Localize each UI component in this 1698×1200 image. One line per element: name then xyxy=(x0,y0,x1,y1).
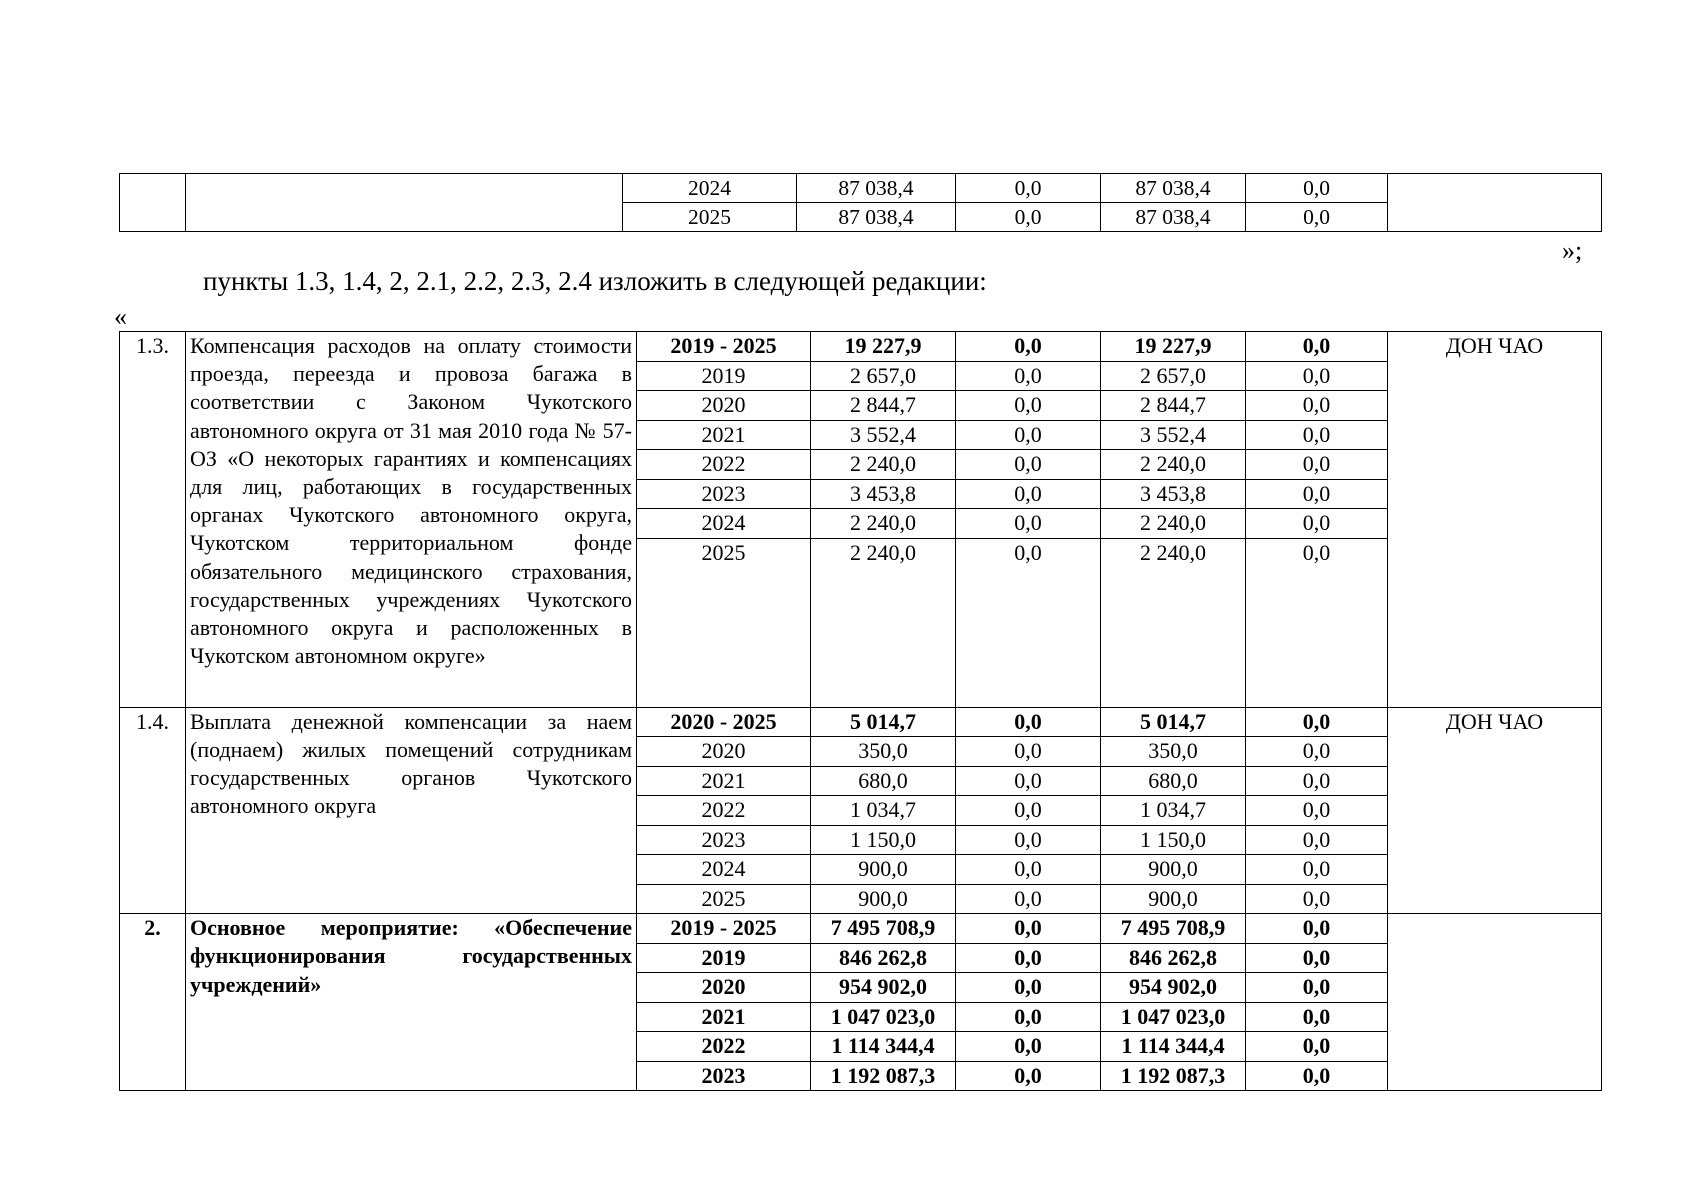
total-cell: 954 902,0 xyxy=(811,973,956,1003)
regional-budget-cell: 3 552,4 xyxy=(1101,420,1246,450)
total-cell: 1 034,7 xyxy=(811,796,956,826)
item-number: 2. xyxy=(120,914,186,1091)
regional-budget-cell: 19 227,9 xyxy=(1101,332,1246,362)
total-cell: 5 014,7 xyxy=(811,707,956,737)
year-cell: 2024 xyxy=(637,855,811,885)
regional-budget-cell: 87 038,4 xyxy=(1101,203,1246,232)
year-cell: 2025 xyxy=(637,538,811,707)
table-row xyxy=(120,332,1602,362)
federal-budget-cell: 0,0 xyxy=(956,203,1101,232)
regional-budget-cell: 5 014,7 xyxy=(1101,707,1246,737)
other-sources-cell: 0,0 xyxy=(1246,391,1388,421)
federal-budget-cell: 0,0 xyxy=(956,914,1101,944)
federal-budget-cell: 0,0 xyxy=(956,855,1101,885)
total-cell: 2 240,0 xyxy=(811,538,956,707)
year-cell: 2023 xyxy=(637,1061,811,1091)
year-cell: 2021 xyxy=(637,1002,811,1032)
other-sources-cell: 0,0 xyxy=(1246,914,1388,944)
year-cell: 2019 - 2025 xyxy=(637,332,811,362)
year-cell: 2025 xyxy=(637,884,811,914)
other-sources-cell: 0,0 xyxy=(1246,796,1388,826)
other-sources-cell: 0,0 xyxy=(1246,538,1388,707)
total-cell: 1 114 344,4 xyxy=(811,1032,956,1062)
total-cell: 87 038,4 xyxy=(797,203,956,232)
total-cell: 87 038,4 xyxy=(797,174,956,203)
year-cell: 2020 xyxy=(637,973,811,1003)
item-number: 1.4. xyxy=(120,707,186,914)
regional-budget-cell: 2 240,0 xyxy=(1101,509,1246,539)
total-cell: 1 150,0 xyxy=(811,825,956,855)
total-cell: 1 192 087,3 xyxy=(811,1061,956,1091)
other-sources-cell: 0,0 xyxy=(1246,1061,1388,1091)
year-cell: 2022 xyxy=(637,1032,811,1062)
total-cell: 2 240,0 xyxy=(811,450,956,480)
federal-budget-cell: 0,0 xyxy=(956,766,1101,796)
regional-budget-cell: 2 240,0 xyxy=(1101,538,1246,707)
opening-quote: « xyxy=(114,302,127,331)
federal-budget-cell: 0,0 xyxy=(956,973,1101,1003)
total-cell: 2 657,0 xyxy=(811,361,956,391)
year-cell: 2024 xyxy=(637,509,811,539)
other-sources-cell: 0,0 xyxy=(1246,420,1388,450)
other-sources-cell: 0,0 xyxy=(1246,1002,1388,1032)
other-sources-cell: 0,0 xyxy=(1246,707,1388,737)
year-cell: 2021 xyxy=(637,766,811,796)
year-cell: 2019 xyxy=(637,943,811,973)
regional-budget-cell: 2 844,7 xyxy=(1101,391,1246,421)
other-sources-cell: 0,0 xyxy=(1246,943,1388,973)
regional-budget-cell: 1 114 344,4 xyxy=(1101,1032,1246,1062)
closing-quote: »; xyxy=(1562,236,1583,265)
regional-budget-cell: 900,0 xyxy=(1101,855,1246,885)
other-sources-cell: 0,0 xyxy=(1246,1032,1388,1062)
table-row xyxy=(120,174,1602,203)
federal-budget-cell: 0,0 xyxy=(956,538,1101,707)
regional-budget-cell: 2 240,0 xyxy=(1101,450,1246,480)
total-cell: 846 262,8 xyxy=(811,943,956,973)
other-sources-cell: 0,0 xyxy=(1246,973,1388,1003)
federal-budget-cell: 0,0 xyxy=(956,796,1101,826)
other-sources-cell: 0,0 xyxy=(1246,450,1388,480)
year-cell: 2019 xyxy=(637,361,811,391)
other-sources-cell: 0,0 xyxy=(1246,737,1388,767)
total-cell: 900,0 xyxy=(811,855,956,885)
other-sources-cell: 0,0 xyxy=(1246,479,1388,509)
total-cell: 7 495 708,9 xyxy=(811,914,956,944)
year-cell: 2020 xyxy=(637,737,811,767)
regional-budget-cell: 350,0 xyxy=(1101,737,1246,767)
regional-budget-cell: 87 038,4 xyxy=(1101,174,1246,203)
federal-budget-cell: 0,0 xyxy=(956,361,1101,391)
executor-cell: ДОН ЧАО xyxy=(1388,707,1602,914)
federal-budget-cell: 0,0 xyxy=(956,943,1101,973)
federal-budget-cell: 0,0 xyxy=(956,332,1101,362)
year-cell: 2019 - 2025 xyxy=(637,914,811,944)
year-cell: 2020 xyxy=(637,391,811,421)
regional-budget-cell: 1 150,0 xyxy=(1101,825,1246,855)
federal-budget-cell: 0,0 xyxy=(956,825,1101,855)
other-sources-cell: 0,0 xyxy=(1246,825,1388,855)
federal-budget-cell: 0,0 xyxy=(956,391,1101,421)
regional-budget-cell: 1 192 087,3 xyxy=(1101,1061,1246,1091)
year-cell: 2025 xyxy=(623,203,797,232)
other-sources-cell: 0,0 xyxy=(1246,203,1388,232)
year-cell: 2022 xyxy=(637,450,811,480)
regional-budget-cell: 7 495 708,9 xyxy=(1101,914,1246,944)
regional-budget-cell: 680,0 xyxy=(1101,766,1246,796)
federal-budget-cell: 0,0 xyxy=(956,174,1101,203)
item-number: 1.3. xyxy=(120,332,186,708)
total-cell: 1 047 023,0 xyxy=(811,1002,956,1032)
executor-cell: ДОН ЧАО xyxy=(1388,332,1602,708)
other-sources-cell: 0,0 xyxy=(1246,509,1388,539)
other-sources-cell: 0,0 xyxy=(1246,174,1388,203)
regional-budget-cell: 900,0 xyxy=(1101,884,1246,914)
table-row xyxy=(120,707,1602,737)
intro-text: пункты 1.3, 1.4, 2, 2.1, 2.2, 2.3, 2.4 изложить в следующей редакции: xyxy=(203,266,987,296)
year-cell: 2023 xyxy=(637,825,811,855)
other-sources-cell: 0,0 xyxy=(1246,884,1388,914)
total-cell: 350,0 xyxy=(811,737,956,767)
total-cell: 2 844,7 xyxy=(811,391,956,421)
federal-budget-cell: 0,0 xyxy=(956,1002,1101,1032)
item-description: Основное мероприятие: «Обеспечение функционирования государственных учреждений» xyxy=(186,914,637,1091)
top-table-fragment xyxy=(119,173,1602,232)
regional-budget-cell: 1 047 023,0 xyxy=(1101,1002,1246,1032)
total-cell: 3 453,8 xyxy=(811,479,956,509)
table-row xyxy=(120,914,1602,944)
federal-budget-cell: 0,0 xyxy=(956,509,1101,539)
year-cell: 2024 xyxy=(623,174,797,203)
item-number-cell xyxy=(120,174,186,232)
regional-budget-cell: 954 902,0 xyxy=(1101,973,1246,1003)
year-cell: 2021 xyxy=(637,420,811,450)
other-sources-cell: 0,0 xyxy=(1246,361,1388,391)
total-cell: 19 227,9 xyxy=(811,332,956,362)
item-description-cell xyxy=(186,174,623,232)
total-cell: 900,0 xyxy=(811,884,956,914)
total-cell: 680,0 xyxy=(811,766,956,796)
federal-budget-cell: 0,0 xyxy=(956,479,1101,509)
federal-budget-cell: 0,0 xyxy=(956,737,1101,767)
executor-cell xyxy=(1388,174,1602,232)
federal-budget-cell: 0,0 xyxy=(956,1061,1101,1091)
other-sources-cell: 0,0 xyxy=(1246,766,1388,796)
regional-budget-cell: 846 262,8 xyxy=(1101,943,1246,973)
year-cell: 2022 xyxy=(637,796,811,826)
executor-cell xyxy=(1388,914,1602,1091)
program-table xyxy=(119,331,1602,1091)
federal-budget-cell: 0,0 xyxy=(956,420,1101,450)
year-cell: 2023 xyxy=(637,479,811,509)
federal-budget-cell: 0,0 xyxy=(956,450,1101,480)
federal-budget-cell: 0,0 xyxy=(956,1032,1101,1062)
total-cell: 3 552,4 xyxy=(811,420,956,450)
federal-budget-cell: 0,0 xyxy=(956,707,1101,737)
regional-budget-cell: 3 453,8 xyxy=(1101,479,1246,509)
other-sources-cell: 0,0 xyxy=(1246,332,1388,362)
federal-budget-cell: 0,0 xyxy=(956,884,1101,914)
item-description: Выплата денежной компенсации за наем (поднаем) жилых помещений сотрудникам государственных органов Чукотского автономного округа xyxy=(186,707,637,914)
regional-budget-cell: 1 034,7 xyxy=(1101,796,1246,826)
other-sources-cell: 0,0 xyxy=(1246,855,1388,885)
regional-budget-cell: 2 657,0 xyxy=(1101,361,1246,391)
item-description: Компенсация расходов на оплату стоимости проезда, переезда и провоза багажа в соответствии с Законом Чукотского автономного округа от 31 мая 2010 года № 57-ОЗ «О некоторых гарантиях и компенсациях для лиц, работающих в государственных органах Чукотского автономного округа, Чукотском территориальном фонде обязательного медицинского страхования, государственных учреждениях Чукотского автономного округа и расположенных в Чукотском автономном округе» xyxy=(186,332,637,708)
total-cell: 2 240,0 xyxy=(811,509,956,539)
year-cell: 2020 - 2025 xyxy=(637,707,811,737)
